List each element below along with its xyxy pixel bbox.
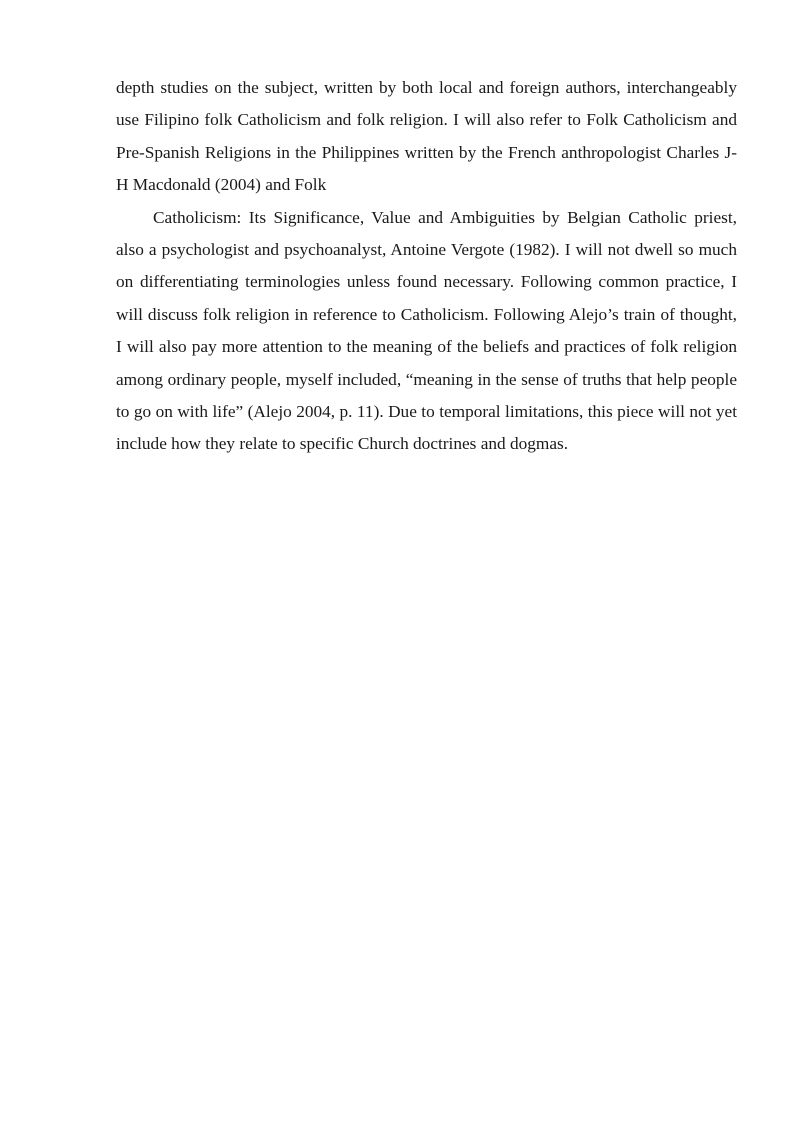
body-text — [116, 72, 737, 461]
paragraph-continued: depth studies on the subject, written by both local and foreign authors, interchangeably use Filipino folk Catholicism and folk religion. I will also refer to Folk Catholicism and Pre-Spanish Religions in the Philippines written by the French anthropologist Charles J-H Macdonald (2004) and Folk — [116, 78, 737, 195]
paragraph: Catholicism: Its Significance, Value and Ambiguities by Belgian Catholic priest, also a psychologist and psychoanalyst, Antoine Vergote (1982). I will not dwell so much on differentiating terminologies unless found necessary. Following common practice, I will discuss folk religion in reference to Catholicism. Following Alejo’s train of thought, I will also pay more attention to the meaning of the beliefs and practices of folk religion among ordinary people, myself included, “meaning in the sense of truths that help people to go on with life” (Alejo 2004, p. 11). Due to temporal limitations, this piece will not yet include how they relate to specific Church doctrines and dogmas. — [116, 207, 737, 454]
